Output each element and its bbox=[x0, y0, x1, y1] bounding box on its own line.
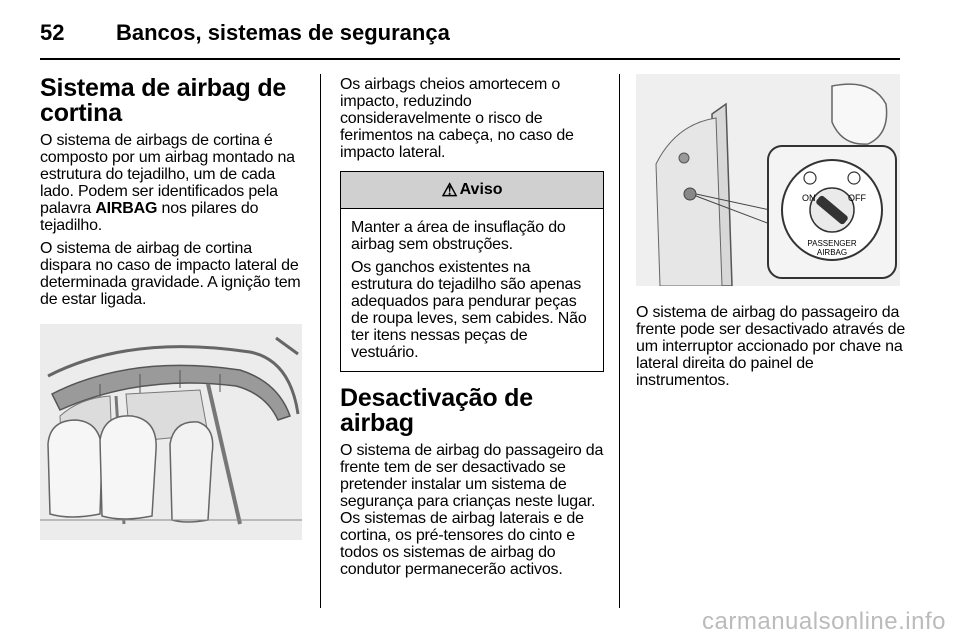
airbag-switch-illustration bbox=[636, 74, 900, 286]
paragraph-curtain-intro: O sistema de airbags de cortina é composto por um airbag montado na estrutura do tejadilho, um de cada lado. Podem ser identificados pela palavra AIRBAG nos pilares do tejadilho. bbox=[40, 132, 295, 234]
switch-passenger-label: PASSENGER bbox=[807, 239, 857, 248]
curtain-airbag-illustration bbox=[40, 324, 302, 540]
watermark: carmanualsonline.info bbox=[702, 608, 946, 635]
switch-airbag-label: AIRBAG bbox=[816, 248, 848, 257]
paragraph-deactivation: O sistema de airbag do passageiro da frente tem de ser desactivado se pretender instalar um sistema de segurança para crianças neste lugar. Os sistemas de airbag laterais e de cortina, os pré-tensores do cinto e todos os sistemas de airbag do condutor permanecerão activos. bbox=[340, 442, 604, 578]
warning-box bbox=[340, 171, 604, 372]
header-rule bbox=[40, 58, 900, 60]
column-divider-2 bbox=[619, 74, 620, 608]
section-heading-curtain-airbag: Sistema de airbag de cortina bbox=[40, 74, 287, 127]
column-divider-1 bbox=[320, 74, 321, 608]
switch-off-label: OFF bbox=[848, 193, 866, 203]
caption-text: O sistema de airbag do passageiro da frente pode ser desactivado através de um interruptor accionado por chave na lateral direita do painel de instrumentos. bbox=[636, 304, 906, 389]
running-title: Bancos, sistemas de segurança bbox=[116, 20, 450, 45]
column-2 bbox=[340, 76, 606, 584]
paragraph-impact: Os airbags cheios amortecem o impacto, reduzindo consideravelmente o risco de ferimentos na cabeça, no caso de impacto lateral. bbox=[340, 76, 574, 161]
page-number: 52 bbox=[40, 20, 65, 45]
section-heading-deactivation: Desactivação de airbag bbox=[340, 384, 533, 437]
warning-paragraph-1: Manter a área de insuflação do airbag sem obstruções. bbox=[351, 219, 566, 253]
warning-paragraph-2: Os ganchos existentes na estrutura do tejadilho são apenas adequados para pendurar peças de roupa leves, sem cabides. Não ter itens nessas peças de vestuário. bbox=[351, 259, 587, 361]
warning-body bbox=[341, 209, 603, 371]
column-1 bbox=[40, 76, 306, 314]
warning-header bbox=[341, 172, 603, 209]
figure-caption bbox=[636, 304, 906, 395]
warning-icon: ⚠ bbox=[441, 179, 458, 200]
paragraph-curtain-deploy: O sistema de airbag de cortina dispara no caso de impacto lateral de determinada gravidade. A ignição tem de estar ligada. bbox=[40, 240, 301, 308]
airbag-label-bold: AIRBAG bbox=[95, 200, 158, 217]
switch-on-label: ON bbox=[802, 193, 816, 203]
warning-title: Aviso bbox=[459, 181, 503, 198]
page-header bbox=[40, 20, 900, 60]
